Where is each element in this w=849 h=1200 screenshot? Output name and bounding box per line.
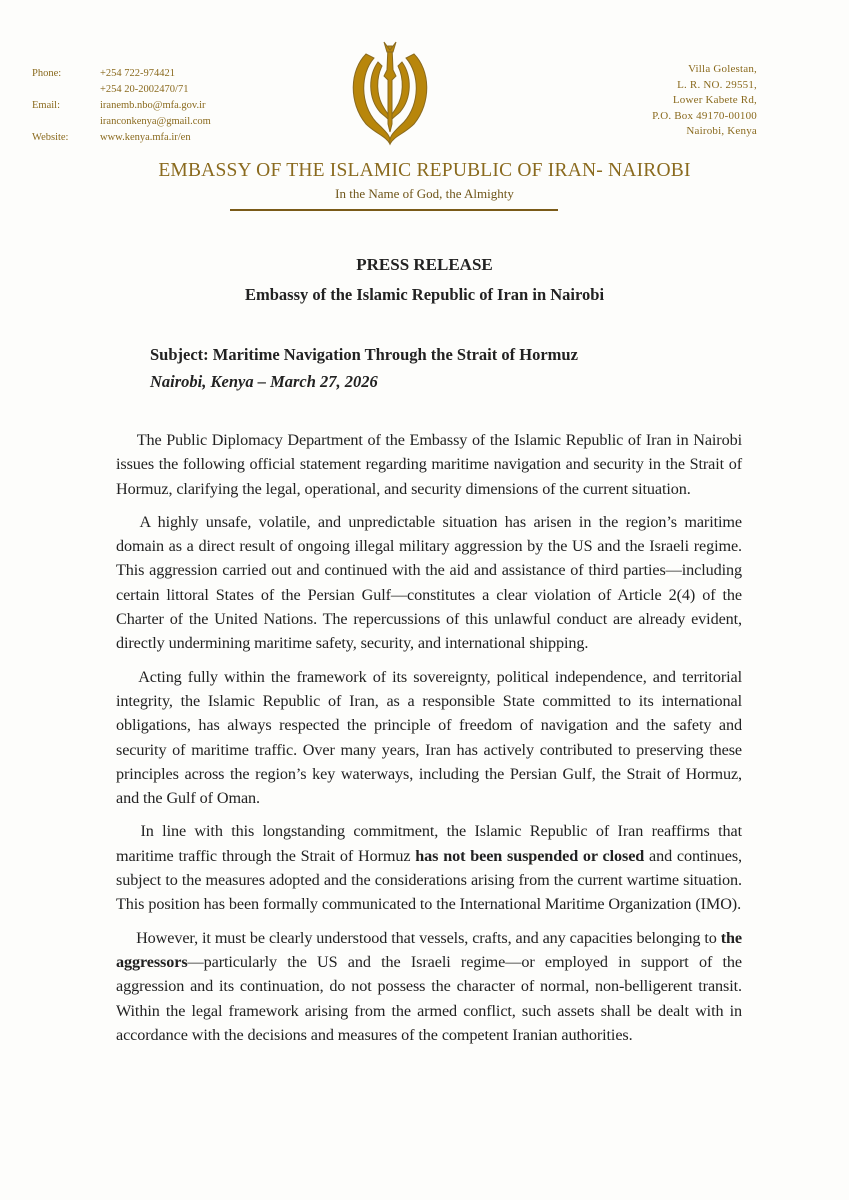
paragraph-text: However, it must be clearly understood that vessels, crafts, and any capacities belonging to (136, 928, 721, 947)
paragraph-text: The Public Diplomacy Department of the Embassy of the Islamic Republic of Iran in Nairobi issues the following official statement regarding maritime navigation and security in the Strait of Hormuz, clarifying the legal, operational, and security dimensions of the current situation. (116, 431, 742, 498)
letterhead-divider (230, 209, 558, 211)
emphasis-text: has not been suspended or closed (415, 846, 645, 865)
paragraph (116, 428, 742, 501)
email-label: Email: (32, 100, 60, 111)
email-official[interactable]: iranemb.nbo@mfa.gov.ir (100, 100, 206, 111)
phone-primary[interactable]: +254 722-974421 (100, 68, 176, 79)
website-link[interactable]: www.kenya.mfa.ir/en (100, 132, 191, 143)
paragraph (116, 819, 742, 916)
address-line: Lower Kabete Rd, (672, 94, 757, 106)
dateline: Nairobi, Kenya – March 27, 2026 (150, 372, 378, 391)
paragraph-text: and continues, subject to the measures adopted and the considerations arising from the current wartime situation. This position has been formally communicated to the International Maritime Organization (IMO). (116, 846, 742, 914)
page-title: PRESS RELEASE (356, 255, 493, 274)
paragraph-text: A highly unsafe, volatile, and unpredictable situation has arisen in the region’s maritime domain as a direct result of ongoing illegal military aggression by the US and the Israeli regime. This aggression carried out and continued with the aid and assistance of third parties—including certain littoral States of the Persian Gulf—constitutes a clear violation of Article 2(4) of the Charter of the United Nations. The repercussions of this unlawful conduct are already evident, directly undermining maritime safety, security, and international shipping. (116, 512, 742, 653)
page-subtitle: Embassy of the Islamic Republic of Iran in Nairobi (244, 285, 605, 304)
subject-line: Subject: Maritime Navigation Through the Strait of Hormuz (150, 345, 578, 364)
iran-emblem-icon (344, 40, 436, 148)
phone-secondary[interactable]: +254 20-2002470/71 (100, 84, 189, 95)
embassy-address (652, 62, 757, 140)
contact-values (100, 66, 211, 146)
address-line: L. R. NO. 29551, (677, 78, 757, 91)
embassy-name: EMBASSY OF THE ISLAMIC REPUBLIC OF IRAN- NAIROBI (158, 160, 691, 181)
paragraph-text: In line with this longstanding commitment, the Islamic Republic of Iran reaffirms that maritime traffic through the Strait of Hormuz (116, 822, 742, 865)
paragraph-text: Acting fully within the framework of its sovereignty, political independence, and territorial integrity, the Islamic Republic of Iran, as a responsible State committed to its international obligations, has always respected the principle of freedom of navigation and the safety and security of maritime traffic. Over many years, Iran has actively contributed to preserving these principles across the region’s key waterways, including the Persian Gulf, the Strait of Hormuz, and the Gulf of Oman. (116, 667, 742, 808)
contact-labels (32, 66, 68, 146)
address-line: Villa Golestan, (688, 63, 757, 75)
address-line: Nairobi, Kenya (686, 125, 757, 137)
motto: In the Name of God, the Almighty (335, 186, 514, 201)
phone-label: Phone: (32, 68, 62, 79)
emphasis-text: the aggressors (116, 928, 742, 971)
address-line: P.O. Box 49170-00100 (652, 109, 757, 122)
paragraph (116, 926, 742, 1047)
website-label: Website: (32, 132, 69, 143)
press-release-body (116, 428, 742, 1056)
email-consular[interactable]: iranconkenya@gmail.com (100, 116, 211, 127)
paragraph (116, 665, 742, 811)
paragraph-text: —particularly the US and the Israeli regime—or employed in support of the aggression and its continuation, do not possess the character of normal, non-belligerent transit. Within the legal framework arising from the armed conflict, such assets shall be dealt with in accordance with the decisions and measures of the competent Iranian authorities. (116, 952, 742, 1044)
paragraph (116, 510, 742, 656)
